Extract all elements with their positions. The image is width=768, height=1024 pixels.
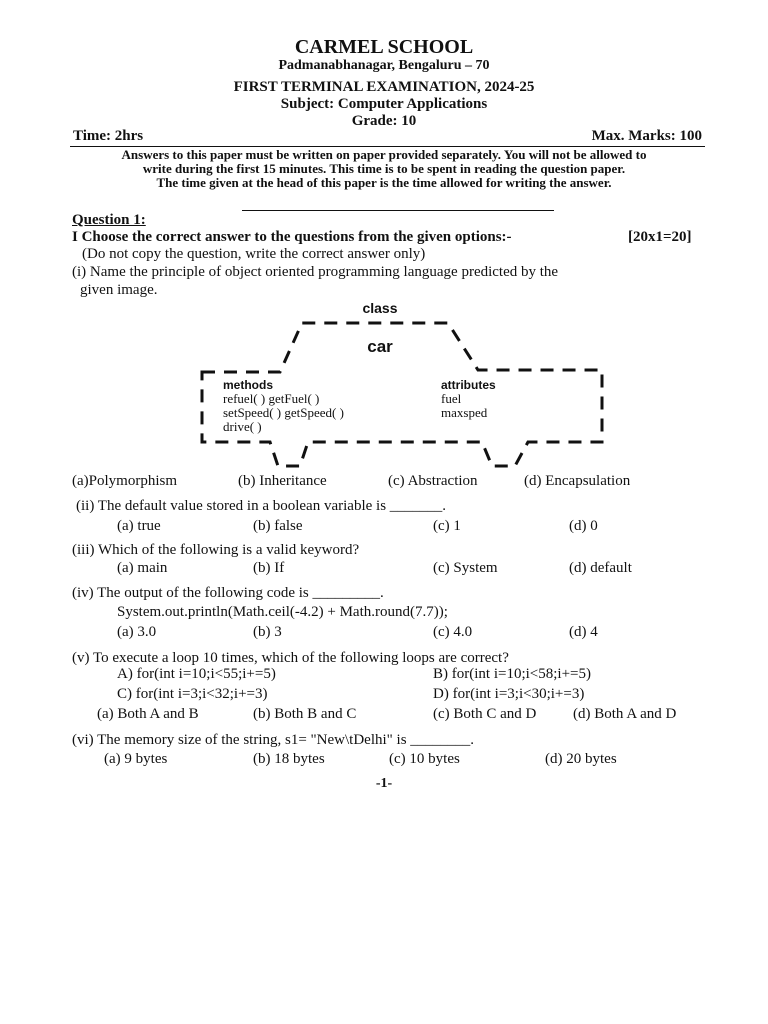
- exam-grade: Grade: 10: [351, 113, 417, 129]
- q5-loop-b: B) for(int i=10;i<58;i+=5): [433, 666, 591, 682]
- instruction-line-2: write during the first 15 minutes. This time is to be spent in reading the question paper.: [142, 161, 626, 176]
- exam-time: Time: 2hrs: [73, 128, 144, 144]
- q4-option-d: (d) 4: [569, 624, 598, 640]
- exam-subject: Subject: Computer Applications: [280, 96, 488, 112]
- q6-text: (vi) The memory size of the string, s1= "New\tDelhi" is ________.: [72, 732, 475, 748]
- method-line-1: refuel( ) getFuel( ): [223, 391, 320, 406]
- exam-title: FIRST TERMINAL EXAMINATION, 2024-25: [233, 79, 535, 95]
- q5-option-b: (b) Both B and C: [253, 706, 357, 722]
- attributes-label: attributes: [441, 378, 496, 392]
- q5-loop-c: C) for(int i=3;i<32;i+=3): [117, 686, 268, 702]
- q1-text-line-2: given image.: [80, 282, 158, 298]
- q2-option-a: (a) true: [117, 518, 161, 534]
- q2-option-d: (d) 0: [569, 518, 598, 534]
- q6-option-b: (b) 18 bytes: [253, 751, 325, 767]
- question-1-heading: I Choose the correct answer to the questions from the given options:-: [72, 229, 512, 245]
- q5-option-c: (c) Both C and D: [433, 706, 537, 722]
- method-line-2: setSpeed( ) getSpeed( ): [223, 405, 344, 420]
- instruction-line-3: The time given at the head of this paper is the time allowed for writing the answer.: [156, 175, 612, 190]
- methods-label: methods: [223, 378, 274, 392]
- page-number: -1-: [375, 776, 393, 791]
- q6-option-d: (d) 20 bytes: [545, 751, 617, 767]
- q4-option-c: (c) 4.0: [433, 624, 473, 640]
- q1-option-a: (a)Polymorphism: [72, 473, 177, 489]
- q2-option-c: (c) 1: [433, 518, 461, 534]
- q1-option-d: (d) Encapsulation: [524, 473, 631, 489]
- q3-option-b: (b) If: [253, 560, 285, 576]
- method-line-3: drive( ): [223, 419, 262, 434]
- q1-text-line-1: (i) Name the principle of object oriented programming language predicted by the: [72, 264, 559, 280]
- school-name: CARMEL SCHOOL: [294, 36, 474, 58]
- attribute-line-2: maxsped: [441, 405, 488, 420]
- q3-option-d: (d) default: [569, 560, 632, 576]
- q4-option-b: (b) 3: [253, 624, 282, 640]
- q5-text: (v) To execute a loop 10 times, which of the following loops are correct?: [72, 650, 509, 666]
- instruction-line-1: Answers to this paper must be written on paper provided separately. You will not be allowed to: [121, 147, 647, 162]
- attribute-line-1: fuel: [441, 391, 462, 406]
- q5-loop-a: A) for(int i=10;i<55;i+=5): [117, 666, 276, 682]
- q1-option-c: (c) Abstraction: [388, 473, 478, 489]
- question-1-marks: [20x1=20]: [628, 229, 692, 245]
- q3-option-a: (a) main: [117, 560, 168, 576]
- q6-option-a: (a) 9 bytes: [104, 751, 168, 767]
- question-1-title: Question 1:: [72, 212, 146, 228]
- q5-loop-d: D) for(int i=3;i<30;i+=3): [433, 686, 585, 702]
- class-label: class: [362, 300, 398, 316]
- q2-option-b: (b) false: [253, 518, 303, 534]
- car-label: car: [367, 337, 393, 356]
- q5-option-d: (d) Both A and D: [573, 706, 677, 722]
- question-1-note: (Do not copy the question, write the correct answer only): [82, 246, 426, 262]
- q4-code: System.out.println(Math.ceil(-4.2) + Math.round(7.7));: [117, 604, 448, 620]
- section-divider: [242, 210, 554, 211]
- q4-text: (iv) The output of the following code is _________.: [72, 585, 384, 601]
- school-address: Padmanabhanagar, Bengaluru – 70: [278, 58, 490, 73]
- q2-text: (ii) The default value stored in a boolean variable is _______.: [76, 498, 447, 514]
- q3-text: (iii) Which of the following is a valid keyword?: [72, 542, 360, 558]
- q4-option-a: (a) 3.0: [117, 624, 157, 640]
- q6-option-c: (c) 10 bytes: [389, 751, 460, 767]
- q3-option-c: (c) System: [433, 560, 498, 576]
- q5-option-a: (a) Both A and B: [97, 706, 199, 722]
- car-class-diagram: [190, 296, 610, 470]
- q1-option-b: (b) Inheritance: [238, 473, 327, 489]
- max-marks: Max. Marks: 100: [591, 128, 702, 144]
